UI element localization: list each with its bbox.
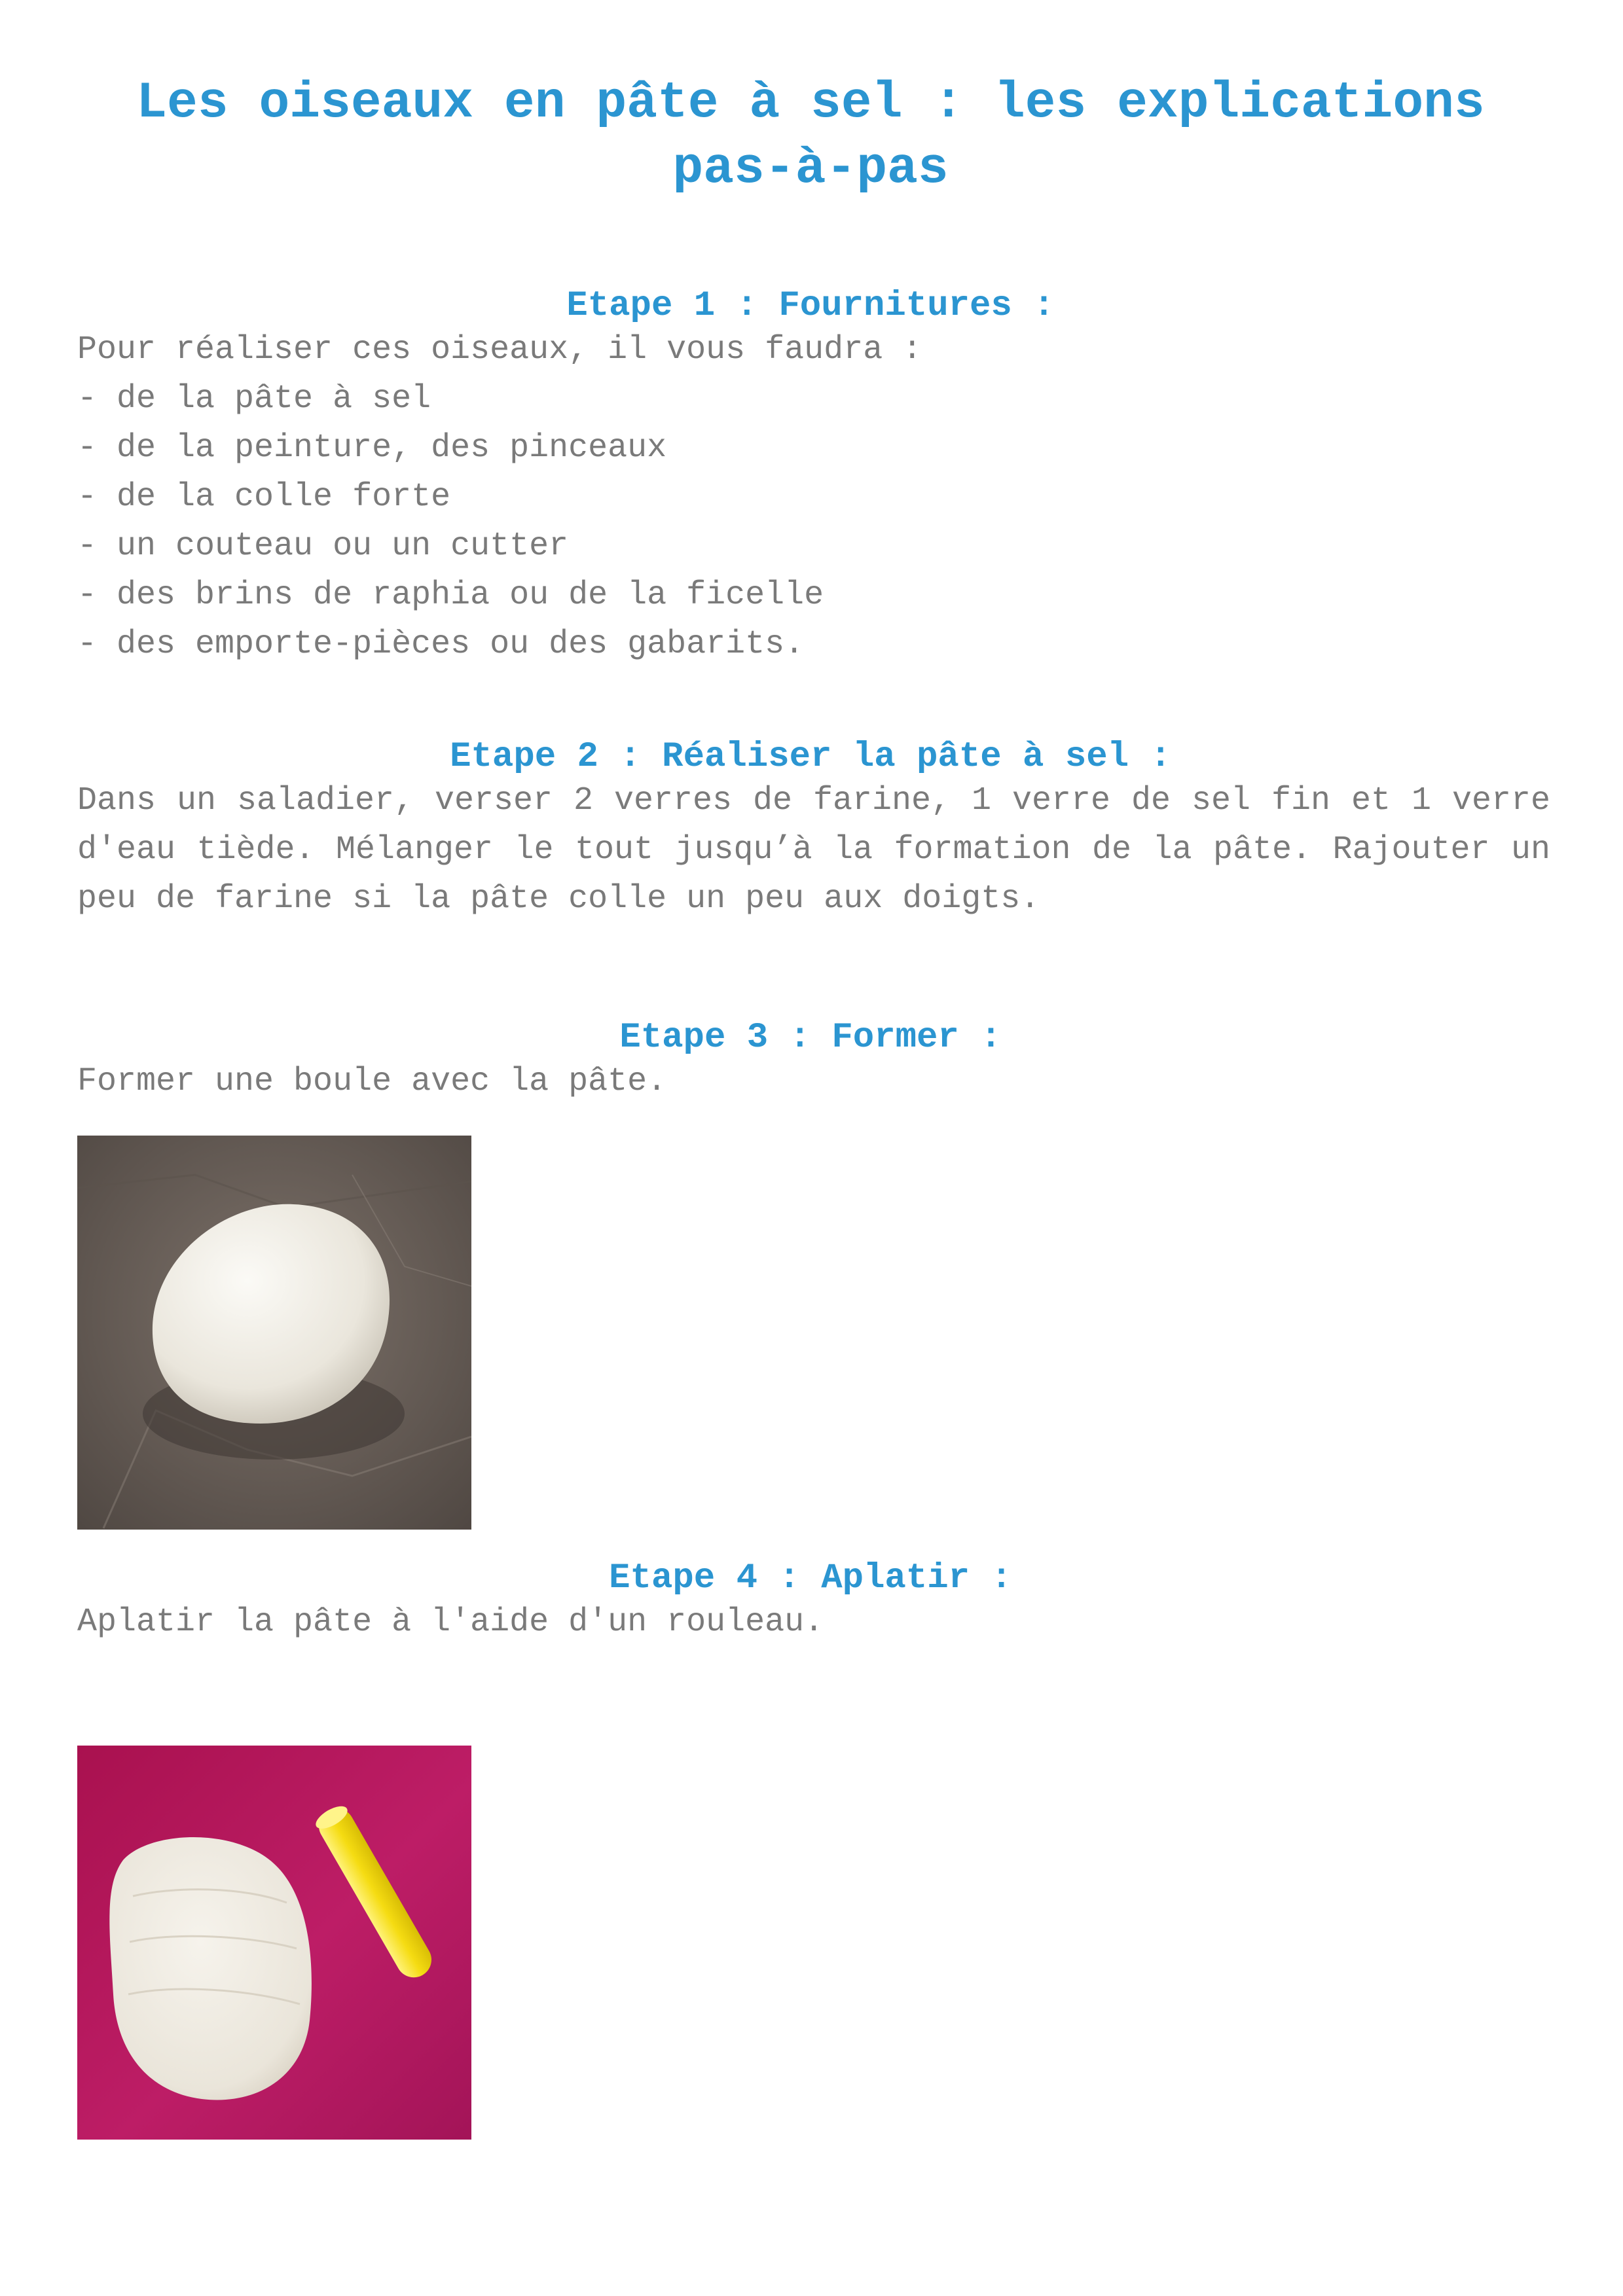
step-1-heading: Etape 1 : Fournitures :: [566, 286, 1055, 326]
supply-item: - des brins de raphia ou de la ficelle: [77, 577, 824, 614]
page-title: Les oiseaux en pâte à sel : les explications pas-à-pas: [136, 75, 1485, 198]
supply-item: - de la colle forte: [77, 478, 451, 516]
step-2-text: Dans un saladier, verser 2 verres de farine, 1 verre de sel fin et 1 verre d'eau tiède. Mélanger le tout jusqu’à la formation de la pâte. Rajouter un peu de farine si la pâte colle un peu aux doigts.: [77, 782, 1550, 918]
supply-item: - de la pâte à sel: [77, 380, 431, 418]
supply-item: - un couteau ou un cutter: [77, 528, 569, 565]
step-4-heading: Etape 4 : Aplatir :: [609, 1558, 1012, 1598]
supply-item: - des emporte-pièces ou des gabarits.: [77, 626, 805, 663]
step-3-text: Former une boule avec la pâte.: [77, 1063, 667, 1100]
dough-ball-photo: [77, 1136, 471, 1530]
rolled-dough-photo: [77, 1746, 471, 2140]
step-1-intro: Pour réaliser ces oiseaux, il vous faudra :: [77, 331, 922, 368]
step-4-text: Aplatir la pâte à l'aide d'un rouleau.: [77, 1604, 824, 1641]
step-3-heading: Etape 3 : Former :: [619, 1018, 1002, 1058]
step-2-heading: Etape 2 : Réaliser la pâte à sel :: [450, 737, 1171, 777]
supply-item: - de la peinture, des pinceaux: [77, 429, 667, 467]
